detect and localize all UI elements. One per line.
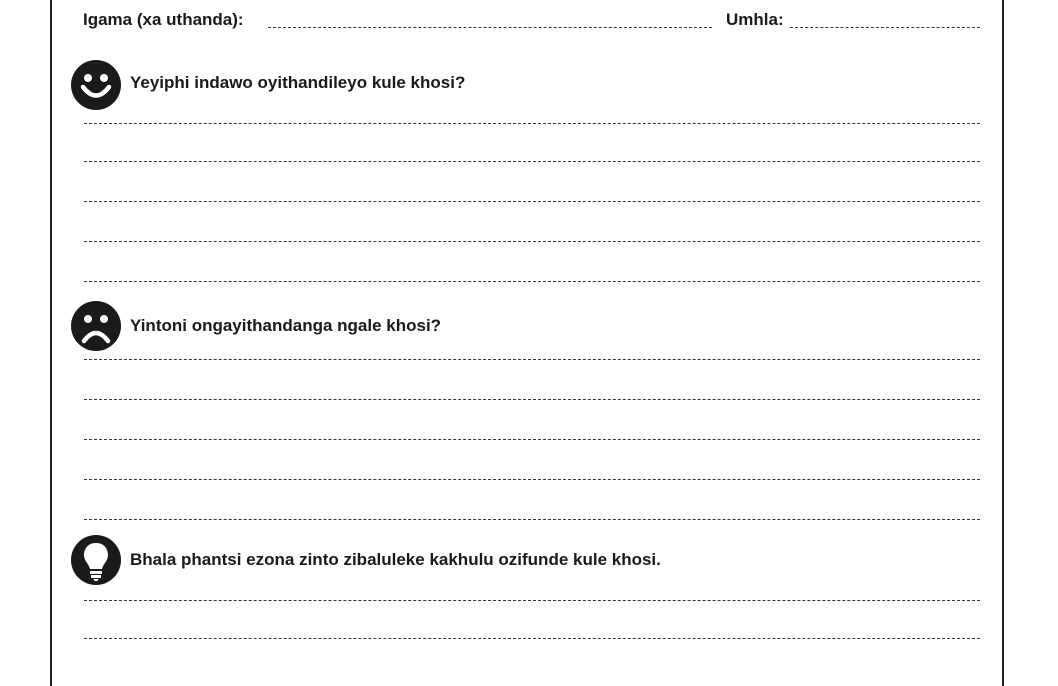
- answer-line[interactable]: [84, 638, 980, 639]
- prompt-liked: Yeyiphi indawo oyithandileyo kule khosi?: [130, 73, 466, 92]
- answer-line[interactable]: [84, 359, 980, 360]
- answer-line[interactable]: [84, 519, 980, 520]
- answer-line[interactable]: [84, 399, 980, 400]
- answer-line[interactable]: [84, 600, 980, 601]
- prompt-disliked: Yintoni ongayithandanga ngale khosi?: [130, 316, 442, 335]
- answer-line[interactable]: [84, 439, 980, 440]
- answer-line[interactable]: [84, 201, 980, 202]
- name-label: Igama (xa uthanda):: [83, 10, 244, 29]
- smiley-face-icon: [71, 60, 121, 110]
- answer-line[interactable]: [84, 241, 980, 242]
- sad-face-icon: [71, 301, 121, 351]
- answer-line[interactable]: [84, 161, 980, 162]
- name-field[interactable]: [268, 27, 712, 28]
- date-label: Umhla:: [726, 10, 784, 29]
- answer-line[interactable]: [84, 479, 980, 480]
- answer-line[interactable]: [84, 281, 980, 282]
- worksheet-frame: [50, 0, 1004, 686]
- answer-line[interactable]: [84, 123, 980, 124]
- lightbulb-icon: [71, 535, 121, 585]
- prompt-learned: Bhala phantsi ezona zinto zibaluleke kakhulu ozifunde kule khosi.: [130, 550, 661, 569]
- date-field[interactable]: [790, 27, 980, 28]
